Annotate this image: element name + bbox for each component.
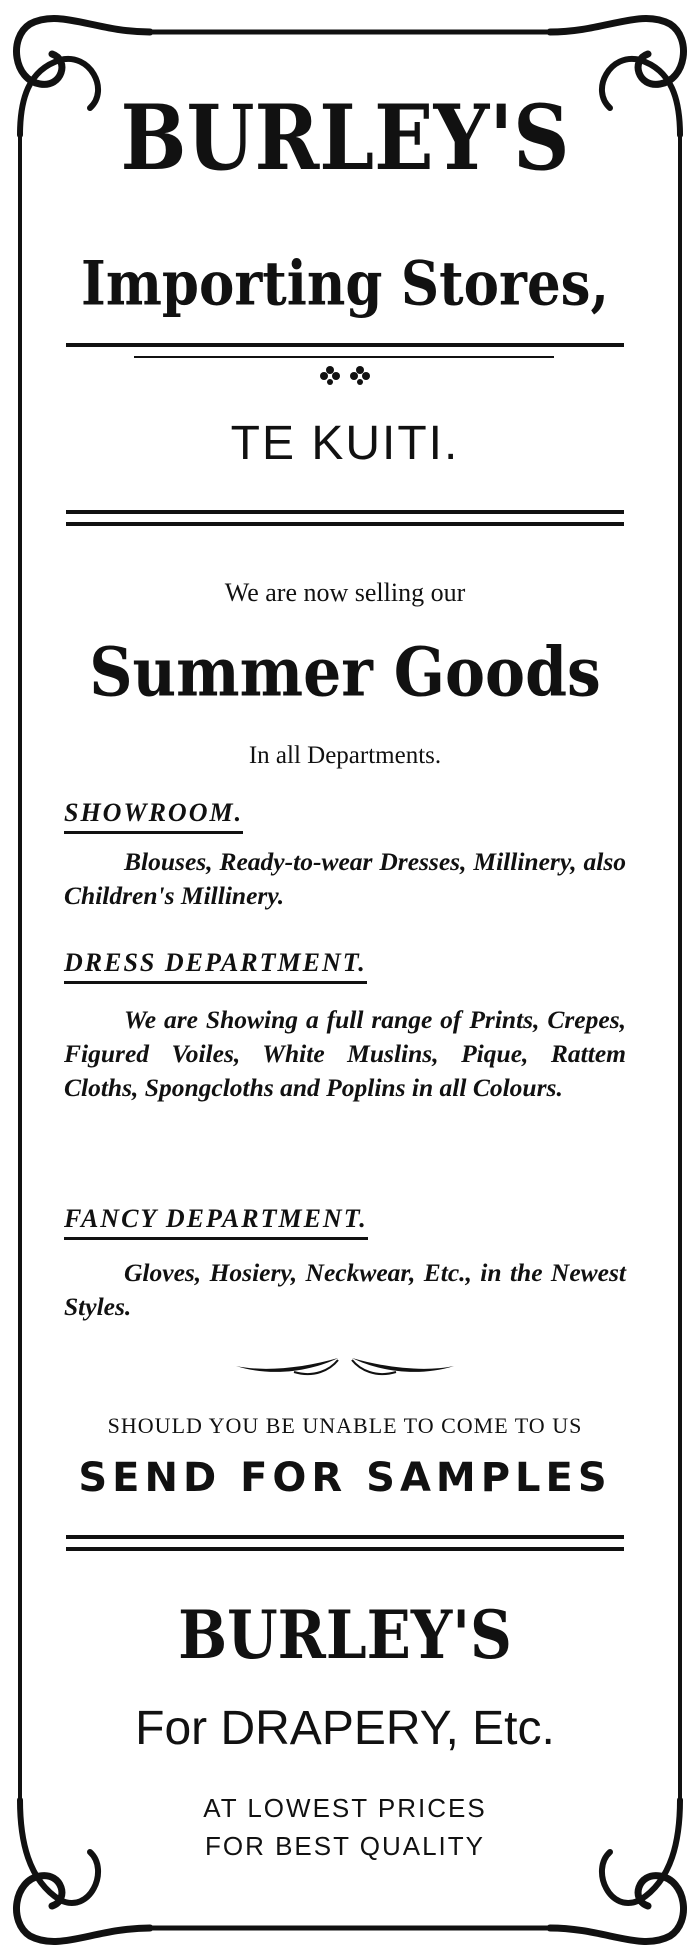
floral-ornament-icon (310, 362, 380, 390)
summer-goods-headline: Summer Goods (89, 633, 601, 713)
section-heading-label: SHOWROOM. (64, 798, 244, 827)
section-text-showroom (64, 845, 626, 913)
price-line-quality: FOR BEST QUALITY (204, 1831, 485, 1861)
section-text: Gloves, Hosiery, Neckwear, Etc., in the Newest Styles. (64, 1258, 626, 1321)
section-heading-label: FANCY DEPARTMENT. (64, 1204, 368, 1233)
section-heading-label: DRESS DEPARTMENT. (64, 948, 367, 977)
price-line-lowest: AT LOWEST PRICES (203, 1793, 487, 1823)
section-underline (64, 1237, 368, 1240)
send-for-samples-headline: SEND FOR SAMPLES (78, 1455, 612, 1501)
store-name-heading: BURLEY'S (120, 86, 570, 191)
section-heading-dress-department (64, 950, 367, 984)
swash-divider-icon (234, 1350, 456, 1380)
intro-line: We are now selling our (224, 578, 466, 607)
all-departments-line: In all Departments. (248, 742, 442, 769)
section-heading-showroom (64, 800, 243, 834)
location-double-rule (66, 510, 624, 526)
store-tagline: Importing Stores, (81, 248, 609, 320)
footer-double-rule (66, 1535, 624, 1551)
section-underline (64, 831, 243, 834)
section-text-fancy-department (64, 1256, 626, 1324)
footer-tagline: For DRAPERY, Etc. (135, 1702, 555, 1755)
store-location: TE KUITI. (230, 417, 460, 470)
section-text-dress-department (64, 1003, 626, 1105)
section-text: We are Showing a full range of Prints, Crepes, Figured Voiles, White Muslins, Pique, Rattem Cloths, Spongcloths and Poplins in all Colours. (64, 1005, 626, 1102)
section-underline (64, 981, 367, 984)
section-heading-fancy-department (64, 1206, 368, 1240)
unable-to-come-line: SHOULD YOU BE UNABLE TO COME TO US (107, 1413, 583, 1438)
footer-store-name: BURLEY'S (178, 1595, 512, 1675)
header-thin-rule (134, 356, 554, 358)
header-rule (66, 343, 624, 347)
section-text: Blouses, Ready-to-wear Dresses, Millinery, also Children's Millinery. (64, 847, 626, 910)
